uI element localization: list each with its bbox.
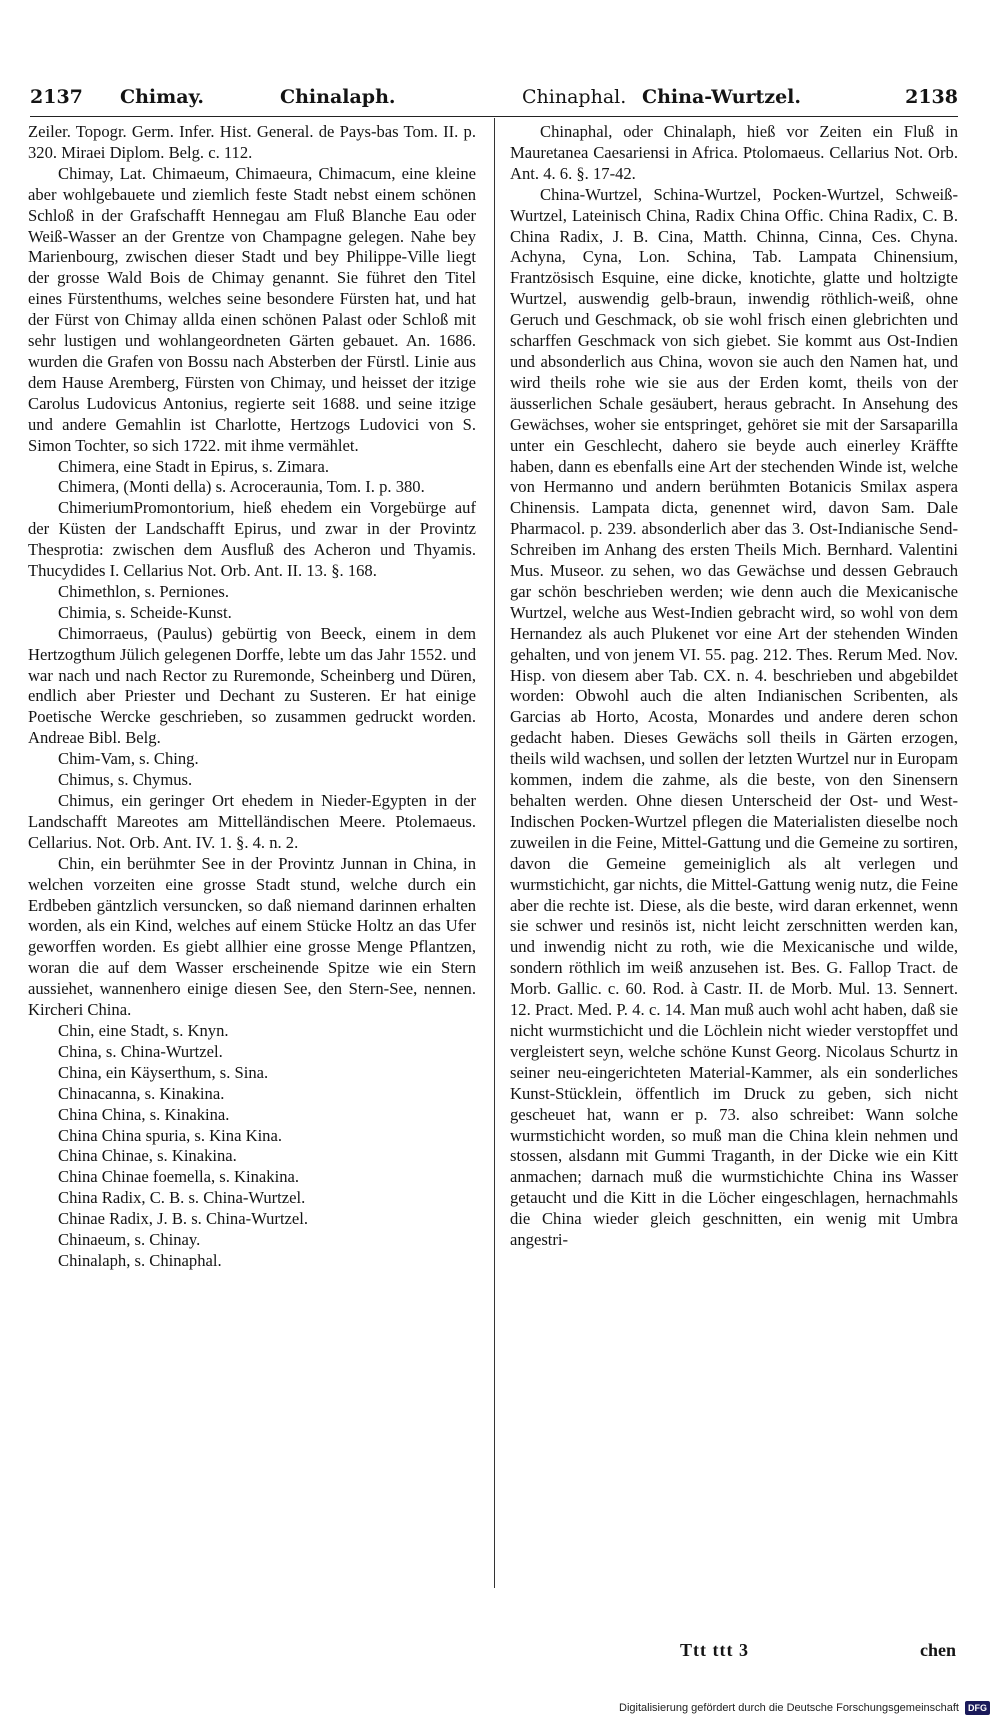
entry-paragraph: Chimia, s. Scheide-Kunst. (58, 602, 232, 622)
entry-paragraph: Chimay, Lat. Chimaeum, Chimaeura, Chimacum, eine kleine aber wohlgebauete und ziemlich feste Stadt nebst einem schönen Schloß in der Grafschafft Hennegau am Fluß Blanche Eau oder Weiß-Wasser an der Grentze von Champagne gelegen. Nahe bey Marienbourg, zwischen dieser Stadt und bey Philippe-Ville liegt der grosse Wald Bois de Chimay genannt. Sie führet den Titel eines Fürstenthums, welches seine besondere Fürsten hat, und hat der Fürst von Chimay allda einen schönen Palast oder Schloß mit sehr lustigen und wohlangeordneten Gärten gebauet. An. 1686. wurden die Grafen von Bossu nach Absterben der Fürstl. Linie aus dem Hause Aremberg, Fürsten von Chimay, und heisset der itzige Carolus Ludovicus Antonius, regierte seit 1688. und seine itzige und andere Gemahlin ist Charlotte, Hertzogs Ludovici von S. Simon Tochter, so sich 1722. mit ihme vermählet. (28, 163, 476, 455)
dfg-logo: DFG (965, 1701, 990, 1715)
footer-text: Digitalisierung gefördert durch die Deutsche Forschungsgemeinschaft (619, 1702, 959, 1714)
running-header (30, 78, 958, 114)
signature-mark: Ttt ttt 3 (680, 1640, 749, 1660)
entry-paragraph: Chinae Radix, J. B. s. China-Wurtzel. (58, 1209, 309, 1229)
entry-paragraph: Chin, ein berühmter See in der Provintz Junnan in China, in welchen vorzeiten eine grosse Stadt stund, welche durch ein Erdbeben gäntzlich versuncken, so daß niemand darinnen erhalten worden, als ein Kind, welches auf einem Stücke Holtz an das Ufer geworffen worden. Es giebt allhier eine grosse Menge Pflantzen, woran die auf dem Wasser erscheinende Spitze wie ein Stern aussiehet, wannenhero einige diesen See, den Stern-See, nennen. Kircheri China. (28, 853, 476, 1020)
entry-paragraph: Chimera, (Monti della) s. Acroceraunia, Tom. I. p. 380. (58, 477, 425, 497)
entry-paragraph: Chim-Vam, s. Ching. (58, 749, 199, 769)
page-number-right: 2138 (905, 86, 958, 108)
header-keyword-2: Chinalaph. (280, 86, 396, 108)
entry-paragraph: Chinalaph, s. Chinaphal. (58, 1250, 222, 1270)
entry-paragraph: Chimorraeus, (Paulus) gebürtig von Beeck, einem in dem Hertzogthum Jülich gelegenen Dorffe, lebte um das Jahr 1552. und war nach und nach Rector zu Ruremonde, Scheinberg und Düren, endlich aber Priester und Dechant zu Susteren. Er hat einige Poetische Wercke geschrieben, so zusammen gedruckt worden. Andreae Bibl. Belg. (28, 623, 476, 748)
left-column (28, 122, 476, 1634)
entry-paragraph: Chimus, s. Chymus. (58, 770, 193, 790)
entry-paragraph: Zeiler. Topogr. Germ. Infer. Hist. General. de Pays-bas Tom. II. p. 320. Miraei Diplom. Belg. c. 112. (28, 122, 476, 162)
entry-paragraph: Chin, eine Stadt, s. Knyn. (58, 1020, 229, 1040)
right-column (510, 122, 958, 1634)
entry-paragraph: China China spuria, s. Kina Kina. (58, 1125, 282, 1145)
entry-paragraph: China, ein Käyserthum, s. Sina. (58, 1062, 269, 1082)
catchword: chen (920, 1640, 956, 1660)
header-rule (30, 116, 958, 117)
entry-paragraph: China China, s. Kinakina. (58, 1104, 230, 1124)
entry-paragraph: Chinaeum, s. Chinay. (58, 1230, 201, 1250)
entry-paragraph: China Chinae foemella, s. Kinakina. (58, 1167, 300, 1187)
entry-paragraph: China Radix, C. B. s. China-Wurtzel. (58, 1188, 306, 1208)
page-number-left: 2137 (30, 86, 83, 108)
header-keyword-4: China-Wurtzel. (642, 86, 802, 108)
entry-paragraph: ChimeriumPromontorium, hieß ehedem ein Vorgebürge auf der Küsten der Landschafft Epirus, und zwar in der Provintz Thesprotia: zwischen dem Ausfluß des Acheron und Thyamis. Thucydides I. Cellarius Not. Orb. Ant. II. 13. §. 168. (28, 498, 476, 581)
entry-paragraph: China, s. China-Wurtzel. (58, 1041, 223, 1061)
entry-paragraph: Chimera, eine Stadt in Epirus, s. Zimara. (58, 456, 329, 476)
entry-paragraph: China Chinae, s. Kinakina. (58, 1146, 237, 1166)
entry-paragraph: Chinacanna, s. Kinakina. (58, 1083, 225, 1103)
column-divider (494, 118, 495, 1588)
header-keyword-1: Chimay. (120, 86, 205, 108)
digitization-footer (619, 1701, 990, 1715)
entry-paragraph: China-Wurtzel, Schina-Wurtzel, Pocken-Wurtzel, Schweiß-Wurtzel, Lateinisch China, Radix China Offic. China Radix, C. B. China Radix, J. B. Cina, Matth. Chinna, Cinna, Ces. Chyna. Achyna, Cyna, Lon. Schina, Tab. Lampata Chinensium, Frantzösisch Esquine, eine dicke, knotichte, glatte und holtzigte Wurtzel, auswendig gelb-braun, inwendig röthlich-weiß, ohne Geruch und Geschmack, ob sie wohl frisch einen glebrichten und scharffen Geschmack von sich giebet. Sie kommt aus Ost-Indien und absonderlich aus China, wovon sie auch den Namen hat, und wird theils rohe wie sie aus der Erden komt, theils von der äusserlichen Schale gesäubert, heraus gebracht. In Ansehung des Gewächses, woher sie entspringet, gehöret sie mit der Sarsaparilla unter ein Geschlecht, dahero sie beyde auch einerley Kräffte haben, dann es ebenfalls eine Art der stechenden Winde ist, welche von Hermanno und andern berühmten Botanicis Smilax aspera Chinensis. Lampata dicta, genennet wird, davon Sam. Dale Pharmacol. p. 239. absonderlich aber das 3. Ost-Indianische Send-Schreiben im Anhang des ersten Theils Mich. Bernhard. Valentini Mus. Museor. zu sehen, wo das Gewächse und dessen Gebrauch gar schön beschrieben werden; wie denn auch die Mexicanische Wurtzel, welche aus West-Indien gebracht wird, so wohl von dem Hernandez als auch Plukenet vor eine Art der stehenden Winden gehalten, und von jenem VI. 55. pag. 212. Thes. Rerum Med. Nov. Hisp. von diesem aber Tab. CX. n. 4. beschrieben und abgebildet worden: Obwohl auch die alten Indianischen Scribenten, als Garcias ab Horto, Acosta, Monardes und andere deren schon gedacht haben. Dieses Gewächs soll theils in Gärten erzogen, theils wild wachsen, und sollen der letzten Wurtzel nur in Europam kommen, indem die zahme, als die beste, von den Sinensern behalten werden. Ohne diesen Unterscheid der Ost- und West-Indischen Pocken-Wurtzel pflegen die Materialisten dieselbe noch zuweilen in die Feine, Mittel-Gattung und die Gemeine zu sortiren, davon die Gemeine gemeiniglich als alt verlegen und wurmstichicht, gar nichts, die Mittel-Gattung wenig nutz, die Feine aber die rechte ist. Diese, als die beste, wird daran erkennet, wenn sie schwer und resinös ist, nicht leicht zerschnitten werden kan, und inwendig nicht zu roth, wie die Mexicanische und wilde, sondern röthlich im weiß anzusehen ist. Bes. G. Fallop Tract. de Morb. Gallic. c. 60. Rod. à Castr. II. de Morb. Mul. 13. Sennert. 12. Pract. Med. P. 4. c. 14. Man muß auch wohl acht haben, daß sie nicht wurmstichicht und die Löchlein nicht wieder verstopffet und vergleistert seyn, welche schöne Kunst Georg. Nicolaus Schurtz in seiner neu-eingerichteten Material-Kammer, als ein sonderliches Kunst-Stücklein, öffentlich im Druck zu geben, sich nicht gescheuet hat, wann er p. 73. also schreibet: Wann solche wurmstichicht worden, so muß man die China klein nehmen und stossen, alsdann mit Gummi Traganth, in der Dicke wie ein Kitt anmachen; darnach muß die wurmstichichte China ins Wasser getaucht und die Kitt in die Löcher eingeschlagen, hernachmahls die China wieder gleich geschnitten, ein wenig mit Umbra angestri- (510, 184, 958, 1250)
entry-paragraph: Chimethlon, s. Perniones. (58, 581, 230, 601)
header-keyword-3: Chinaphal. (522, 86, 627, 108)
entry-paragraph: Chinaphal, oder Chinalaph, hieß vor Zeiten ein Fluß in Mauretanea Caesariensi in Africa. Ptolomaeus. Cellarius Not. Orb. Ant. 4. 6. §. 17-42. (510, 122, 958, 183)
entry-paragraph: Chimus, ein geringer Ort ehedem in Nieder-Egypten in der Landschafft Mareotes am Mittelländischen Meere. Ptolemaeus. Cellarius. Not. Orb. Ant. IV. 1. §. 4. n. 2. (28, 791, 476, 852)
